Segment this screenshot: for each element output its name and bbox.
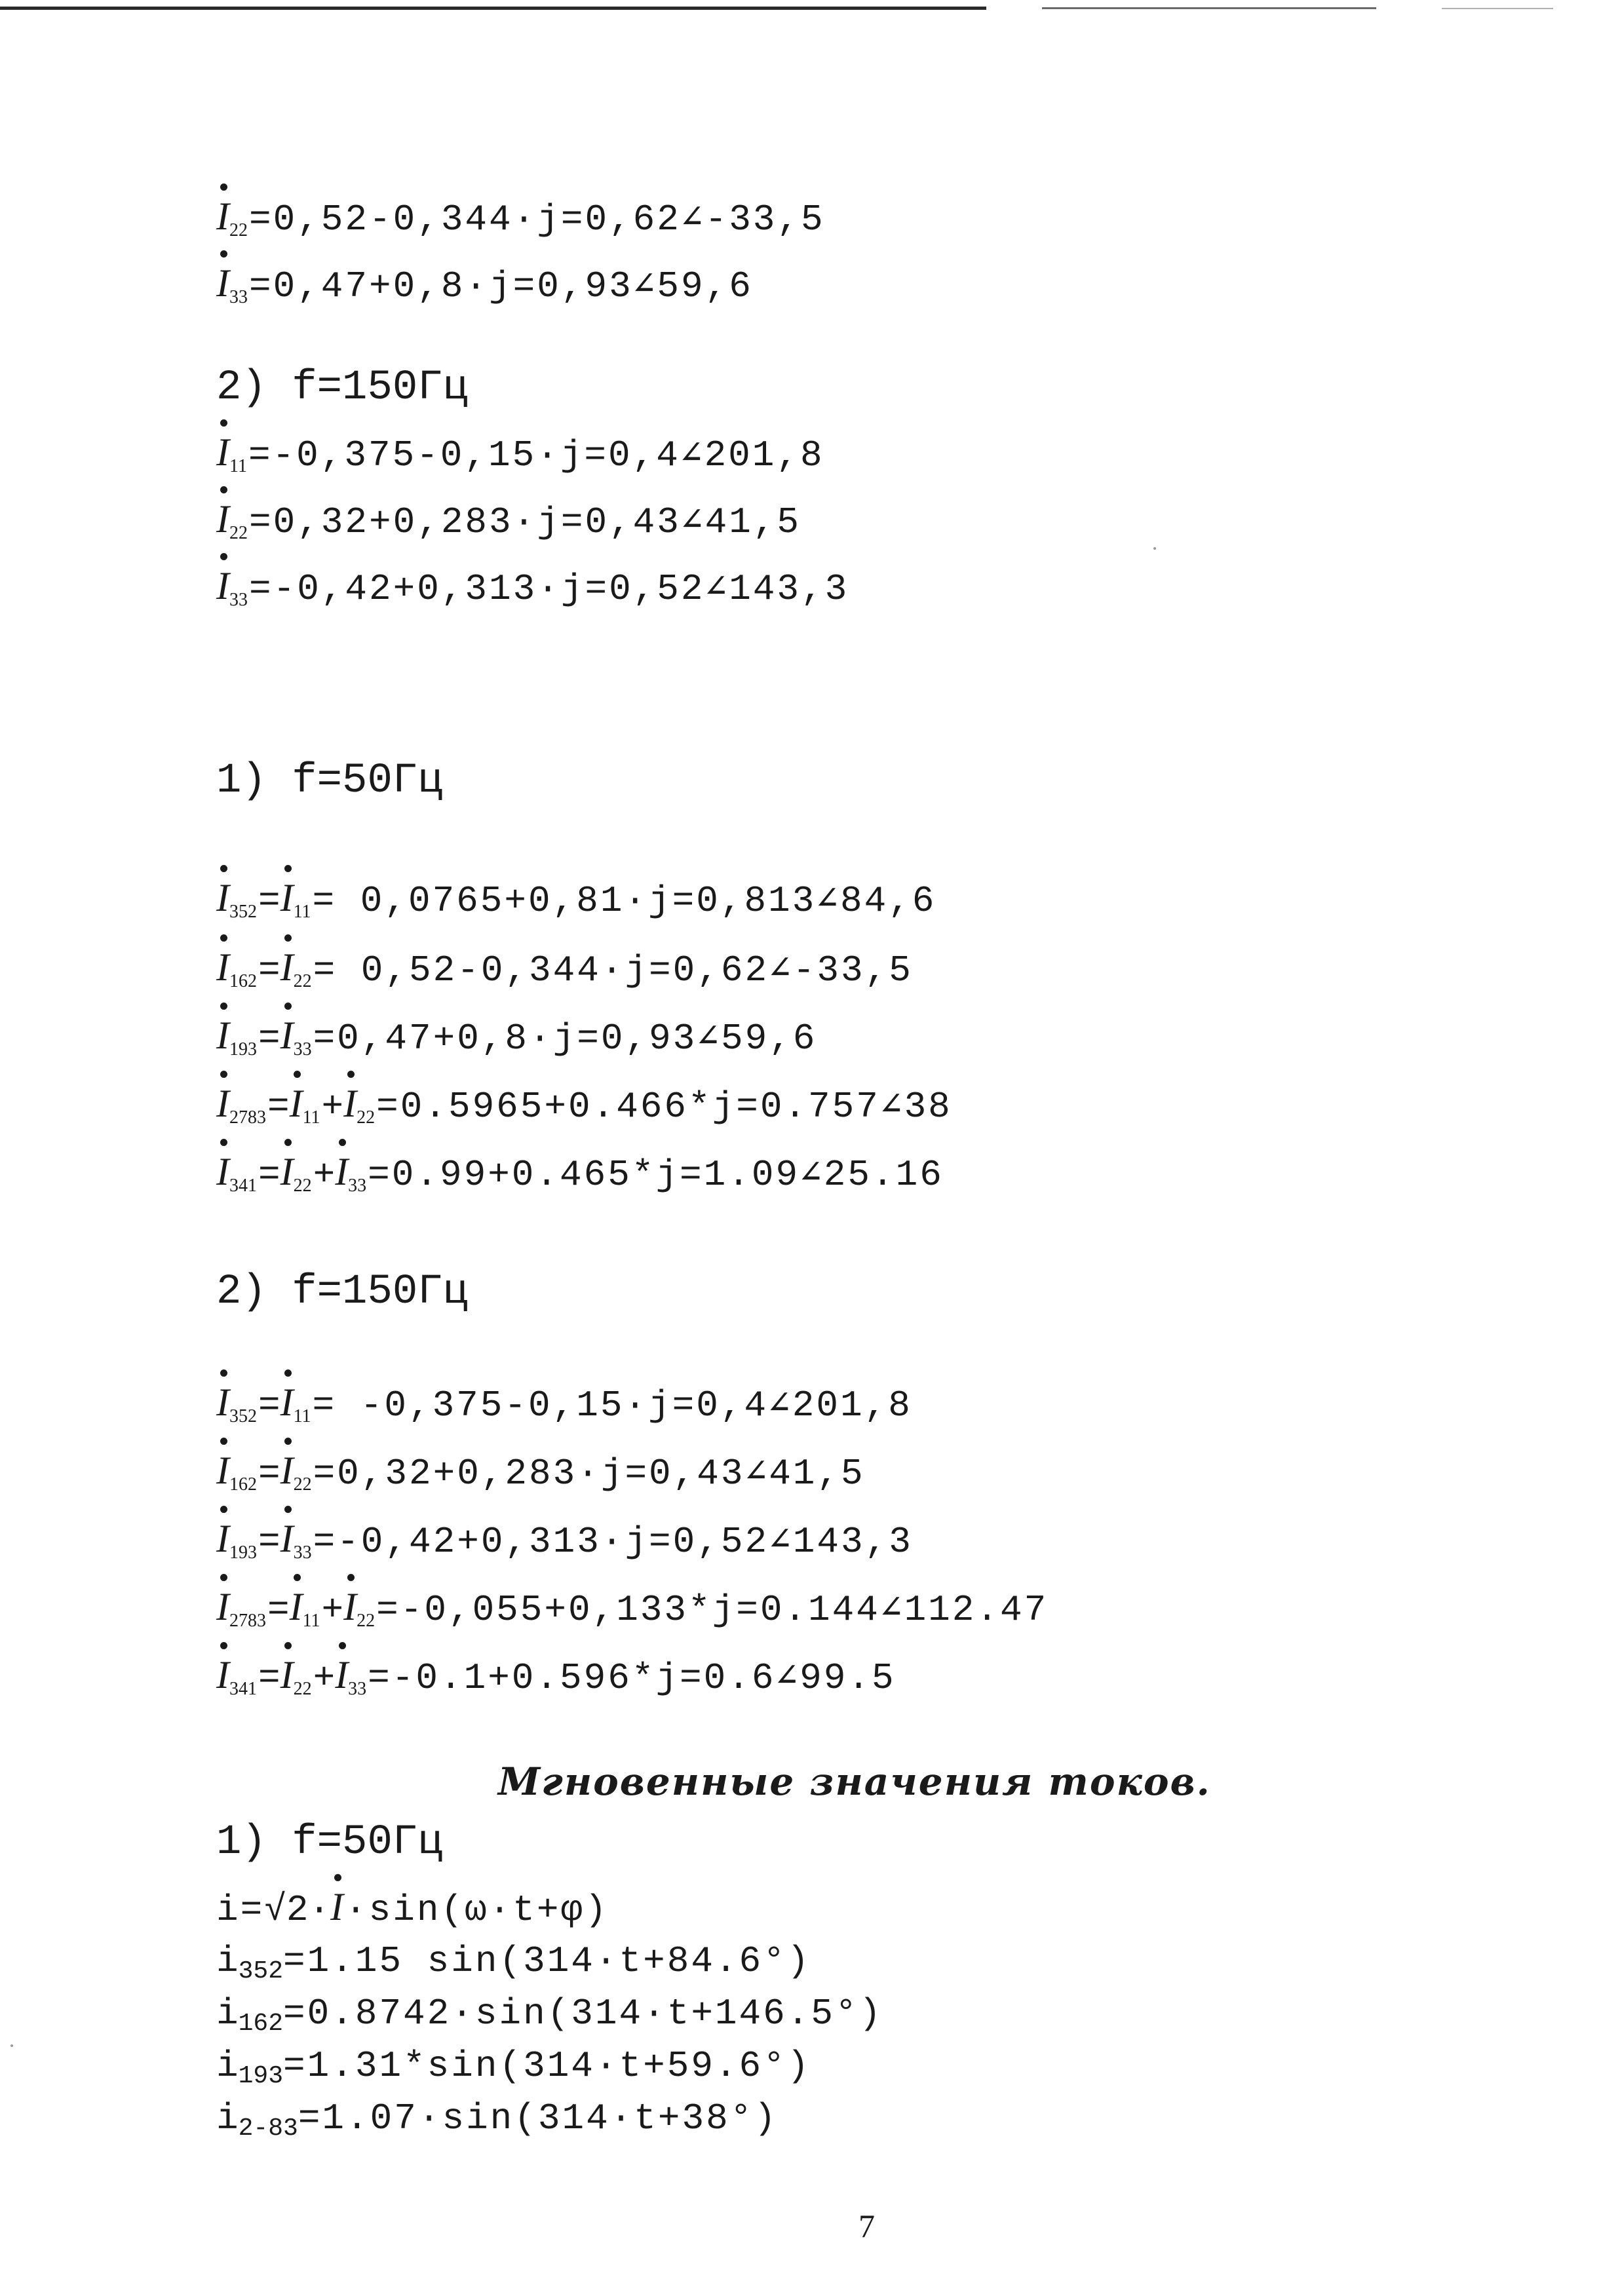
current-phasor-symbol: $I_{22}$ [343, 1084, 375, 1127]
plus-sign: + [321, 1086, 344, 1128]
phasor-dot [220, 553, 227, 560]
frequency-heading: 1) f=50Гц [216, 757, 443, 805]
equals-sign: = [267, 1086, 290, 1128]
current-phasor-symbol: $I_{33}$ [280, 1519, 312, 1562]
equation-expression: =0.99+0.465*j=1.09∠25.16 [368, 1154, 944, 1196]
equation-expression: =-0,375-0,15·j=0,4∠201,8 [248, 434, 824, 476]
current-phasor-symbol: $I_{352}$ [216, 878, 257, 921]
phasor-dot [339, 1139, 346, 1146]
phasor-dot [220, 1642, 227, 1649]
phasor-dot [220, 1506, 227, 1513]
phasor-dot [220, 486, 227, 493]
current-phasor-symbol: $I_{11}$ [280, 1383, 311, 1426]
current-subscript: 11 [302, 1107, 320, 1128]
current-phasor-symbol: $I_{162}$ [216, 947, 257, 991]
current-phasor-symbol: $I_{33}$ [280, 1016, 312, 1059]
sqrt-two: √2 [264, 1889, 309, 1931]
current-phasor-symbol: $I_{33}$ [216, 566, 248, 609]
equation-expression: = -0,375-0,15·j=0,4∠201,8 [312, 1385, 912, 1426]
frequency-heading: 1) f=50Гц [216, 1819, 443, 1866]
current-phasor-symbol: $I_{22}$ [280, 947, 312, 991]
phasor-dot [220, 1003, 227, 1010]
current-subscript: 22 [357, 1107, 376, 1128]
current-subscript: 352 [229, 1406, 257, 1426]
phasor-dot [284, 1506, 292, 1513]
instant-value-line [216, 2045, 811, 2090]
current-letter: i [216, 2045, 239, 2087]
current-subscript: 352 [229, 902, 257, 922]
instant-value-line [216, 1940, 811, 1985]
phasor-dot [220, 865, 227, 872]
formula-rest: ·sin(ω·t+φ) [345, 1889, 609, 1931]
current-subscript: 193 [229, 1542, 257, 1563]
equation-expression: =-0,42+0,313·j=0,52∠143,3 [313, 1521, 913, 1563]
phasor-dot [347, 1574, 355, 1581]
instant-expression: =1.07·sin(314·t+38°) [298, 2097, 778, 2139]
current-letter: i [216, 2097, 239, 2139]
current-subscript: 33 [293, 1542, 312, 1563]
instant-expression: =0.8742·sin(314·t+146.5°) [283, 1993, 883, 2035]
current-subscript: 193 [229, 1039, 257, 1060]
current-subscript: 33 [293, 1039, 312, 1060]
instant-value-line [216, 2097, 778, 2143]
current-phasor-symbol: $I_{2783}$ [216, 1084, 266, 1127]
phasor-dot [220, 419, 227, 427]
current-phasor-symbol: $I_{352}$ [216, 1383, 257, 1426]
equals-sign: = [258, 1018, 280, 1060]
equation-line [216, 947, 913, 991]
phasor-dot [284, 1642, 292, 1649]
scan-speck [10, 2044, 13, 2047]
equation-line [216, 1016, 817, 1059]
current-index: 162 [238, 2010, 284, 2038]
scan-border-line [1442, 8, 1553, 9]
current-subscript: 33 [348, 1176, 367, 1196]
current-phasor-symbol: $I_{22}$ [343, 1587, 375, 1630]
equation-expression: =0.5965+0.466*j=0.757∠38 [376, 1086, 952, 1128]
equation-expression: = 0,52-0,344·j=0,62∠-33,5 [313, 949, 913, 991]
equation-line [216, 1655, 896, 1698]
page-number: 7 [858, 2208, 875, 2244]
current-subscript: 22 [229, 220, 248, 240]
phasor-dot [220, 934, 227, 942]
phasor-dot [294, 1574, 301, 1581]
current-subscript: 22 [293, 1679, 312, 1699]
current-subscript: 22 [229, 523, 248, 543]
current-subscript: 22 [293, 971, 312, 991]
current-subscript: 22 [293, 1474, 312, 1495]
current-subscript: 11 [293, 902, 311, 922]
equation-expression: =0,47+0,8·j=0,93∠59,6 [248, 265, 753, 307]
current-subscript: 2783 [229, 1611, 266, 1631]
instant-expression: =1.15 sin(314·t+84.6°) [283, 1940, 811, 1982]
current-phasor-symbol: $I_{2783}$ [216, 1587, 266, 1630]
phasor-dot [220, 1438, 227, 1445]
plus-sign: + [313, 1657, 336, 1699]
current-phasor-symbol: $I_{11}$ [216, 432, 247, 476]
instant-expression: =1.31*sin(314·t+59.6°) [283, 2045, 811, 2087]
equation-expression: = 0,0765+0,81·j=0,813∠84,6 [312, 880, 936, 922]
multiply-dot: · [308, 1889, 331, 1931]
current-phasor-symbol: $I_{33}$ [216, 263, 248, 307]
phasor-dot [334, 1874, 341, 1881]
current-phasor-symbol: $I_{22}$ [280, 1655, 312, 1698]
phasor-dot [347, 1071, 355, 1078]
equation-line [216, 1451, 865, 1494]
equation-line [216, 566, 849, 609]
equation-line [216, 1152, 944, 1195]
current-phasor-symbol: $I_{33}$ [335, 1152, 366, 1195]
phasor-dot [220, 1574, 227, 1581]
phasor-dot [284, 1369, 292, 1377]
phasor-dot [284, 934, 292, 942]
equation-expression: =0,32+0,283·j=0,43∠41,5 [313, 1453, 865, 1495]
phasor-dot [220, 1369, 227, 1377]
equation-line [216, 432, 824, 476]
section-title: Мгновенные значения токов. [498, 1759, 1211, 1804]
current-subscript: 11 [302, 1611, 320, 1631]
equation-expression: =-0,42+0,313·j=0,52∠143,3 [248, 568, 849, 610]
current-phasor-symbol: $I_{162}$ [216, 1451, 257, 1494]
equals-sign: = [258, 1385, 280, 1426]
current-subscript: 162 [229, 971, 257, 991]
current-subscript: 33 [348, 1679, 367, 1699]
current-subscript: 341 [229, 1176, 257, 1196]
scan-border-line [1042, 7, 1376, 9]
equation-expression: =0,52-0,344·j=0,62∠-33,5 [248, 199, 825, 240]
current-phasor-symbol: $I_{33}$ [335, 1655, 366, 1698]
current-subscript: 11 [229, 456, 247, 476]
current-phasor-symbol: $I_{11}$ [280, 878, 311, 921]
scan-border-line [0, 7, 986, 10]
current-subscript: 2783 [229, 1107, 266, 1128]
equals-sign: = [258, 949, 280, 991]
phasor-dot [220, 1071, 227, 1078]
phasor-dot [284, 1139, 292, 1146]
current-phasor-symbol: $I_{193}$ [216, 1016, 257, 1059]
phasor-dot [220, 250, 227, 258]
plus-sign: + [321, 1589, 344, 1631]
equation-line [216, 263, 753, 307]
equation-expression: =-0.1+0.596*j=0.6∠99.5 [368, 1657, 896, 1699]
current-phasor-symbol: $I_{11}$ [290, 1587, 320, 1630]
current-phasor-symbol: $I_{11}$ [290, 1084, 320, 1127]
current-letter: i [216, 1993, 239, 2035]
equation-line [216, 878, 936, 921]
current-phasor-symbol: $I_{22}$ [280, 1451, 312, 1494]
current-subscript: 22 [293, 1176, 312, 1196]
current-phasor-symbol: $I_{22}$ [280, 1152, 312, 1195]
frequency-heading: 2) f=150Гц [216, 364, 469, 411]
equals-sign: = [267, 1589, 290, 1631]
equation-line [216, 197, 825, 240]
current-subscript: 33 [229, 287, 248, 307]
current-subscript: 11 [293, 1406, 311, 1426]
phasor-dot [284, 865, 292, 872]
equation-expression: =0,32+0,283·j=0,43∠41,5 [248, 501, 801, 543]
plus-sign: + [313, 1154, 336, 1196]
current-phasor-symbol: $I_{22}$ [216, 197, 248, 240]
current-subscript: 22 [357, 1611, 376, 1631]
current-phasor-symbol: $I_{341}$ [216, 1655, 257, 1698]
equals-sign: = [258, 1154, 280, 1196]
current-letter: i [216, 1940, 239, 1982]
current-phasor-symbol: $I_{341}$ [216, 1152, 257, 1195]
instant-value-line [216, 1995, 883, 2037]
equation-expression: =-0,055+0,133*j=0.144∠112.47 [376, 1589, 1049, 1631]
current-phasor-symbol: $I_{193}$ [216, 1519, 257, 1562]
phasor-dot [284, 1003, 292, 1010]
current-subscript: 341 [229, 1679, 257, 1699]
frequency-heading: 2) f=150Гц [216, 1269, 469, 1316]
current-subscript: 162 [229, 1474, 257, 1495]
equation-line [216, 1084, 952, 1127]
current-phasor-symbol: $I_{22}$ [216, 499, 248, 543]
current-subscript: 33 [229, 590, 248, 610]
equals-sign: = [258, 1657, 280, 1699]
phasor-dot [220, 1139, 227, 1146]
equation-line [216, 499, 801, 543]
current-index: 193 [238, 2062, 284, 2090]
equation-line [216, 1383, 912, 1426]
equation-expression: =0,47+0,8·j=0,93∠59,6 [313, 1018, 817, 1060]
equation-line [216, 1587, 1048, 1630]
equals-sign: = [258, 1521, 280, 1563]
phasor-dot [284, 1438, 292, 1445]
equals-sign: = [258, 880, 280, 922]
formula-lhs: i= [216, 1889, 265, 1931]
current-index: 352 [238, 1957, 284, 1985]
phasor-dot [220, 183, 227, 191]
equation-line [216, 1519, 913, 1562]
phasor-dot [339, 1642, 346, 1649]
instant-formula [216, 1887, 609, 1930]
current-index: 2-83 [238, 2114, 298, 2143]
phasor-dot [294, 1071, 301, 1078]
equals-sign: = [258, 1453, 280, 1495]
scan-speck [1153, 547, 1156, 550]
current-phasor-symbol: I [330, 1887, 343, 1930]
